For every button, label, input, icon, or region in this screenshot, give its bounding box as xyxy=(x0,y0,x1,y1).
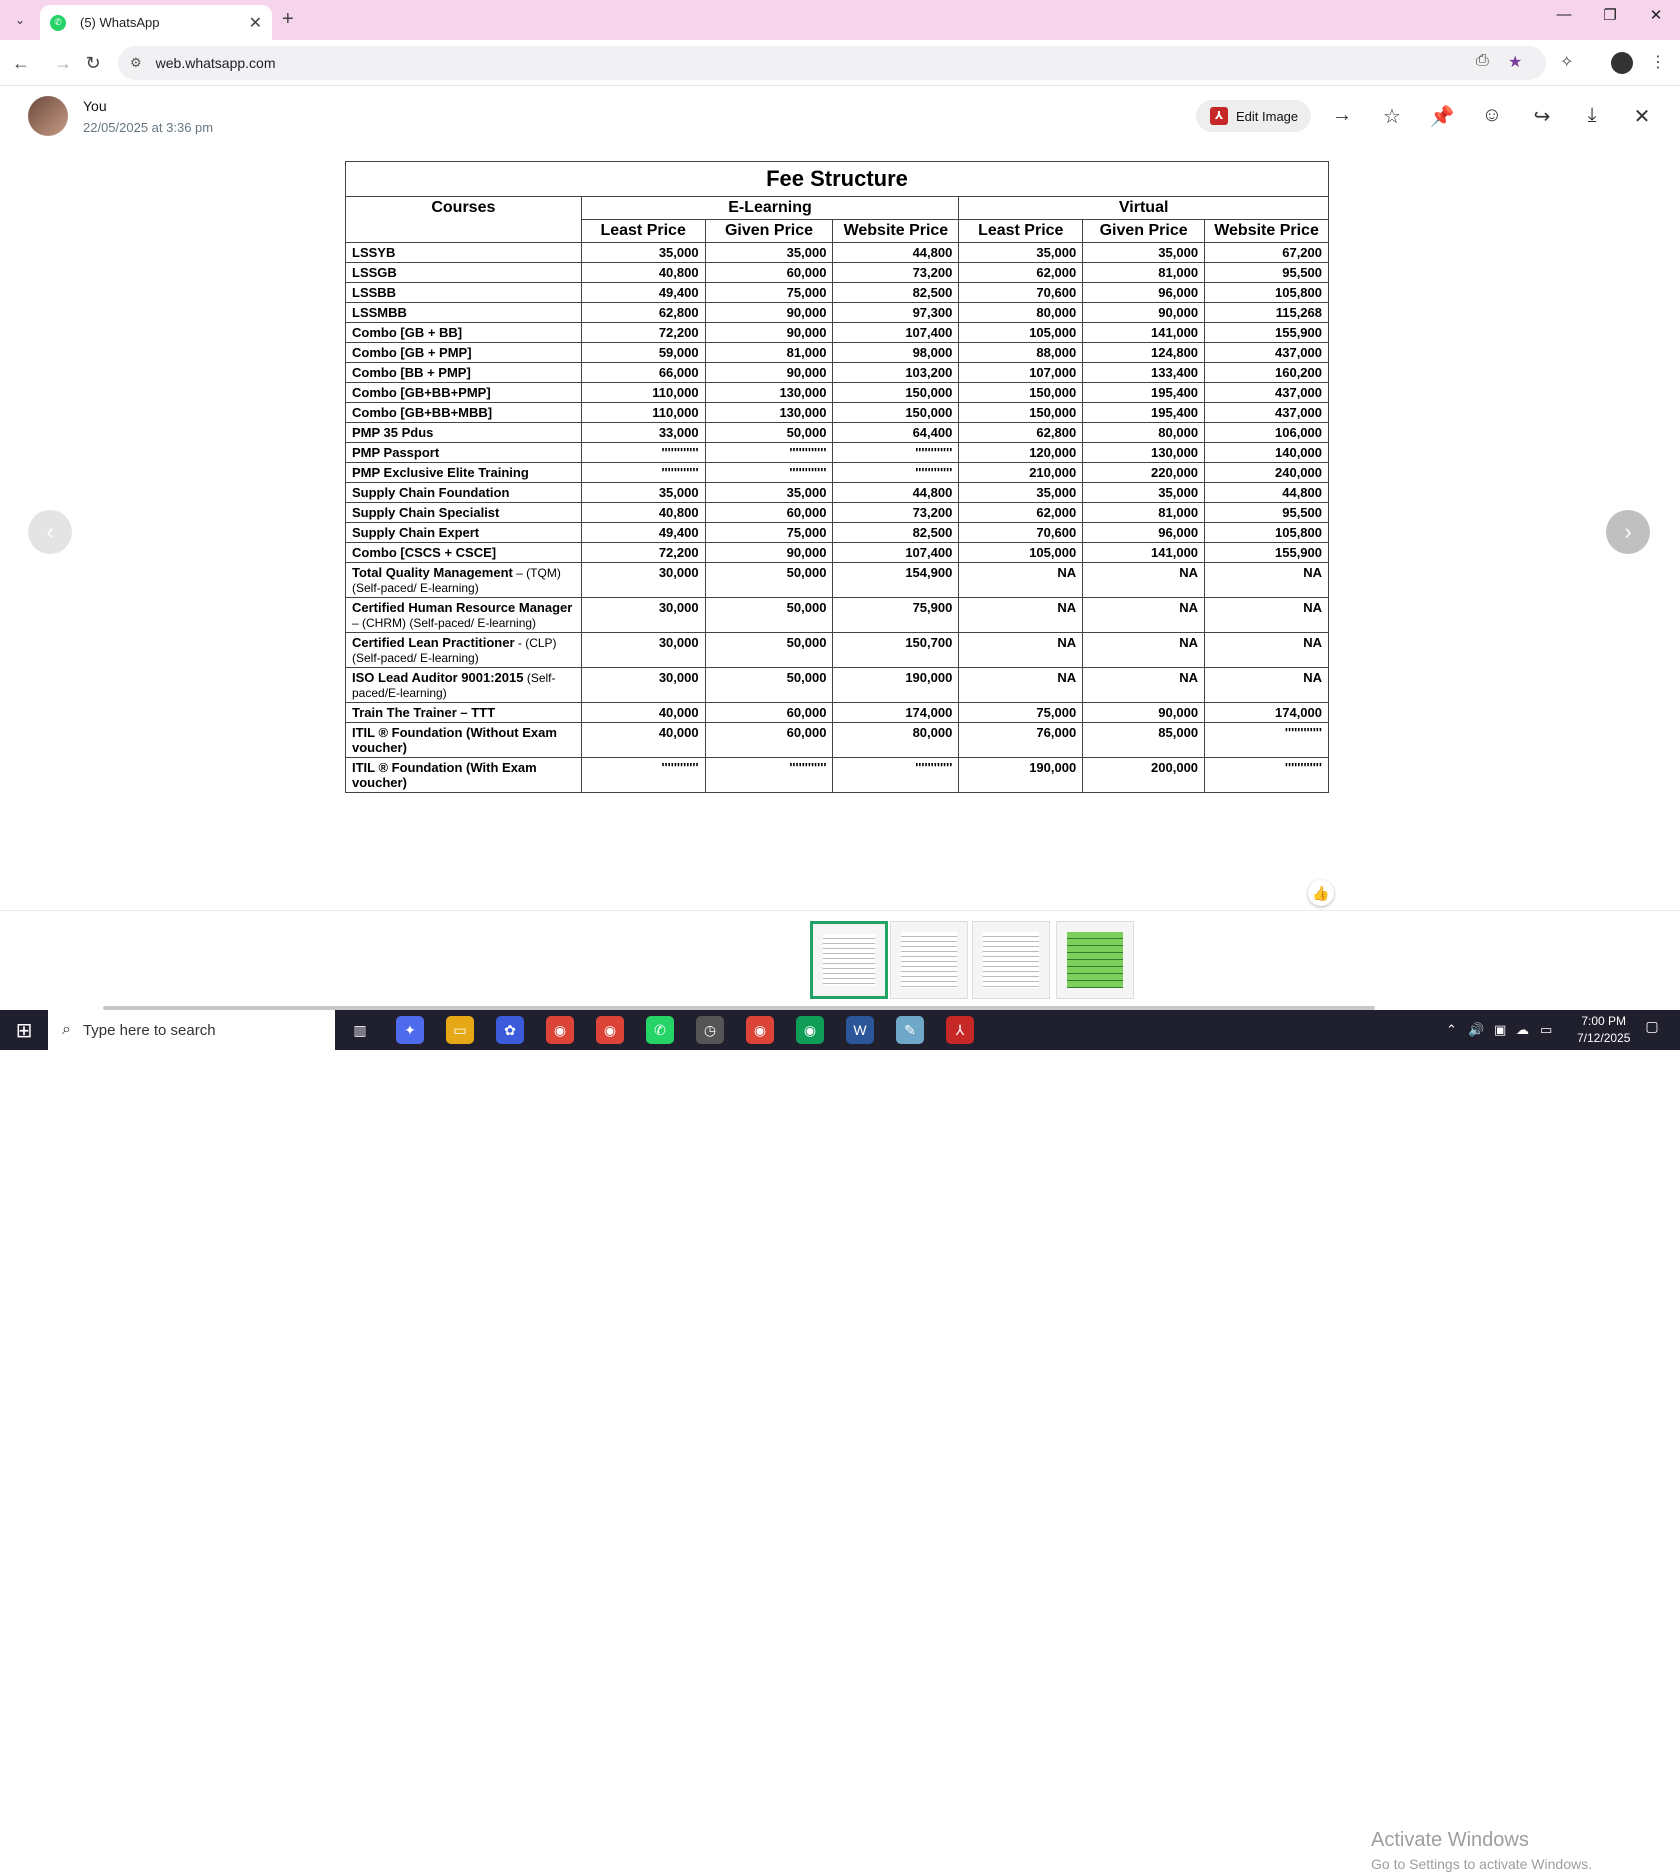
table-row xyxy=(346,633,1329,668)
table-row xyxy=(346,758,1329,793)
price-cell: 82,500 xyxy=(833,523,959,543)
price-cell: 70,600 xyxy=(959,283,1083,303)
search-icon: ⌕ xyxy=(62,1021,71,1038)
table-row xyxy=(346,243,1329,263)
price-cell: 106,000 xyxy=(1205,423,1329,443)
price-cell: 60,000 xyxy=(705,703,833,723)
volume-icon[interactable]: 🔊 xyxy=(1468,1022,1485,1037)
price-cell: 60,000 xyxy=(705,503,833,523)
price-cell: 124,800 xyxy=(1083,343,1205,363)
chrome-icon[interactable]: ◉ xyxy=(546,1016,574,1044)
star-icon[interactable]: ☆ xyxy=(1383,106,1401,128)
price-cell: NA xyxy=(959,633,1083,668)
table-row xyxy=(346,543,1329,563)
price-cell: 60,000 xyxy=(705,723,833,758)
course-cell xyxy=(346,243,582,263)
acrobat-icon: ⅄ xyxy=(1210,107,1228,125)
price-cell: NA xyxy=(959,563,1083,598)
price-cell: 35,000 xyxy=(1083,483,1205,503)
thumbs-up-reaction-icon[interactable]: 👍 xyxy=(1308,880,1334,906)
course-subtitle: – (CHRM) (Self-paced/ E-learning) xyxy=(352,616,537,630)
site-settings-icon[interactable]: ⚙ xyxy=(130,55,142,70)
activate-line2: Go to Settings to activate Windows. xyxy=(1371,1856,1592,1872)
price-cell: 60,000 xyxy=(705,263,833,283)
browser-tabstrip xyxy=(0,0,1680,40)
course-cell xyxy=(346,463,582,483)
price-cell: '''''''''''' xyxy=(1205,723,1329,758)
install-app-icon[interactable]: ⎙ xyxy=(1476,52,1489,69)
activate-line1: Activate Windows xyxy=(1371,1829,1529,1851)
url-text[interactable]: web.whatsapp.com xyxy=(155,55,276,71)
price-cell: 80,000 xyxy=(959,303,1083,323)
course-cell xyxy=(346,633,582,668)
price-cell: 50,000 xyxy=(705,668,833,703)
price-cell: 120,000 xyxy=(959,443,1083,463)
price-cell: 85,000 xyxy=(1083,723,1205,758)
course-name: Certified Human Resource Manager xyxy=(352,600,573,615)
price-cell: NA xyxy=(1083,633,1205,668)
course-cell xyxy=(346,383,582,403)
clock-app-icon[interactable]: ◷ xyxy=(696,1016,724,1044)
price-cell: 174,000 xyxy=(833,703,959,723)
price-cell: '''''''''''' xyxy=(581,758,705,793)
price-cell: 105,800 xyxy=(1205,283,1329,303)
notification-icon[interactable]: ▢ xyxy=(1645,1018,1659,1034)
price-cell: 95,500 xyxy=(1205,263,1329,283)
price-cell: '''''''''''' xyxy=(833,443,959,463)
price-cell: 33,000 xyxy=(581,423,705,443)
price-cell: 150,000 xyxy=(959,383,1083,403)
price-cell: 160,200 xyxy=(1205,363,1329,383)
price-cell: 437,000 xyxy=(1205,343,1329,363)
course-subtitle: – (TQM) (Self-paced/ E-learning) xyxy=(352,566,561,595)
group-elearning: E-Learning xyxy=(581,197,959,220)
price-cell: 62,800 xyxy=(581,303,705,323)
course-name: Supply Chain Foundation xyxy=(352,485,510,500)
whatsapp-icon[interactable]: ✆ xyxy=(646,1016,674,1044)
course-name: LSSBB xyxy=(352,285,397,300)
price-cell: 96,000 xyxy=(1083,523,1205,543)
whatsapp-favicon-icon: ✆ xyxy=(50,15,66,31)
course-cell xyxy=(346,283,582,303)
price-cell: 50,000 xyxy=(705,633,833,668)
price-cell: 107,400 xyxy=(833,543,959,563)
course-name: Combo [GB+BB+MBB] xyxy=(352,405,493,420)
download-icon[interactable]: ⤓ xyxy=(1587,104,1597,126)
col-el-least: Least Price xyxy=(581,220,705,243)
tab-close-icon[interactable]: ✕ xyxy=(248,14,262,32)
price-cell: 76,000 xyxy=(959,723,1083,758)
table-row xyxy=(346,403,1329,423)
table-row xyxy=(346,423,1329,443)
table-row xyxy=(346,303,1329,323)
price-cell: 105,800 xyxy=(1205,523,1329,543)
table-row xyxy=(346,283,1329,303)
chrome-profile-icon[interactable]: ◉ xyxy=(746,1016,774,1044)
col-v-least: Least Price xyxy=(959,220,1083,243)
chrome-active-icon[interactable]: ◉ xyxy=(596,1016,624,1044)
course-name: Combo [GB + PMP] xyxy=(352,345,472,360)
col-courses: Courses xyxy=(346,197,582,243)
table-row xyxy=(346,263,1329,283)
price-cell: 155,900 xyxy=(1205,543,1329,563)
browser-toolbar xyxy=(0,40,1680,86)
course-cell xyxy=(346,263,582,283)
taskbar-search-box[interactable] xyxy=(48,1010,335,1050)
price-cell: 130,000 xyxy=(705,403,833,423)
table-row xyxy=(346,323,1329,343)
file-explorer-icon[interactable]: ▭ xyxy=(446,1016,474,1044)
acrobat-taskbar-icon[interactable]: ⅄ xyxy=(946,1016,974,1044)
price-cell: 62,800 xyxy=(959,423,1083,443)
restore-icon[interactable]: ❐ xyxy=(1603,7,1617,24)
react-emoji-icon[interactable]: ☺ xyxy=(1481,104,1503,126)
windows-start-icon[interactable]: ⊞ xyxy=(15,1019,33,1042)
table-row xyxy=(346,383,1329,403)
task-view-icon[interactable]: ▥ xyxy=(353,1021,367,1038)
forward-icon[interactable]: ↪ xyxy=(1533,106,1551,128)
course-name: Total Quality Management xyxy=(352,565,513,580)
course-name: Train The Trainer – TTT xyxy=(352,705,496,720)
price-cell: 30,000 xyxy=(581,563,705,598)
price-cell: 70,600 xyxy=(959,523,1083,543)
price-cell: NA xyxy=(1205,598,1329,633)
table-row xyxy=(346,598,1329,633)
price-cell: 49,400 xyxy=(581,283,705,303)
price-cell: 40,800 xyxy=(581,503,705,523)
price-cell: 220,000 xyxy=(1083,463,1205,483)
price-cell: 35,000 xyxy=(959,243,1083,263)
forward-arrow-icon[interactable]: → xyxy=(54,52,72,73)
course-cell xyxy=(346,563,582,598)
course-cell xyxy=(346,503,582,523)
network-icon[interactable]: ▭ xyxy=(1540,1022,1553,1037)
price-cell: 35,000 xyxy=(581,243,705,263)
onedrive-icon[interactable]: ☁ xyxy=(1516,1022,1529,1037)
table-row xyxy=(346,443,1329,463)
course-name: LSSGB xyxy=(352,265,397,280)
course-cell xyxy=(346,423,582,443)
col-v-website: Website Price xyxy=(1205,220,1329,243)
sender-avatar[interactable] xyxy=(28,96,68,136)
price-cell: 35,000 xyxy=(1083,243,1205,263)
price-cell: 72,200 xyxy=(581,543,705,563)
price-cell: 75,900 xyxy=(833,598,959,633)
price-cell: '''''''''''' xyxy=(1205,758,1329,793)
tab-whatsapp[interactable] xyxy=(40,5,272,40)
reload-icon[interactable]: ↻ xyxy=(85,52,101,73)
window-close-icon[interactable]: ✕ xyxy=(1649,7,1663,24)
course-subtitle: - (CLP) (Self-paced/ E-learning) xyxy=(352,636,557,665)
windows-taskbar xyxy=(0,1010,1680,1050)
course-cell xyxy=(346,343,582,363)
course-cell xyxy=(346,723,582,758)
price-cell: 50,000 xyxy=(705,598,833,633)
price-cell: 62,000 xyxy=(959,263,1083,283)
tray-chevron-icon[interactable]: ⌃ xyxy=(1446,1022,1457,1037)
price-cell: 81,000 xyxy=(1083,503,1205,523)
course-name: PMP Exclusive Elite Training xyxy=(352,465,529,480)
course-name: PMP Passport xyxy=(352,445,440,460)
course-name: ITIL ® Foundation (With Exam voucher) xyxy=(352,760,537,790)
course-name: ITIL ® Foundation (Without Exam voucher) xyxy=(352,725,557,755)
activate-windows-watermark xyxy=(1371,1829,1592,1872)
price-cell: 30,000 xyxy=(581,598,705,633)
price-cell: 81,000 xyxy=(705,343,833,363)
price-cell: 96,000 xyxy=(1083,283,1205,303)
course-cell xyxy=(346,323,582,343)
price-cell: 75,000 xyxy=(959,703,1083,723)
thumbnail-1[interactable] xyxy=(810,921,888,999)
browser-menu-icon[interactable]: ⋮ xyxy=(1650,54,1666,71)
fee-table xyxy=(345,161,1329,793)
previous-media-button[interactable]: ‹ xyxy=(28,510,72,554)
col-el-website: Website Price xyxy=(833,220,959,243)
fee-structure-image xyxy=(345,161,1329,885)
clock-time: 7:00 PM xyxy=(1581,1014,1627,1028)
thumbnail-2[interactable] xyxy=(890,921,968,999)
word-icon[interactable]: W xyxy=(846,1016,874,1044)
price-cell: 90,000 xyxy=(705,303,833,323)
price-cell: NA xyxy=(959,668,1083,703)
price-cell: 40,000 xyxy=(581,723,705,758)
price-cell: 210,000 xyxy=(959,463,1083,483)
price-cell: 50,000 xyxy=(705,423,833,443)
price-cell: '''''''''''' xyxy=(833,758,959,793)
price-cell: 44,800 xyxy=(833,483,959,503)
price-cell: '''''''''''' xyxy=(705,463,833,483)
price-cell: 150,700 xyxy=(833,633,959,668)
table-row xyxy=(346,463,1329,483)
price-cell: 97,300 xyxy=(833,303,959,323)
sender-timestamp: 22/05/2025 at 3:36 pm xyxy=(83,120,214,135)
price-cell: 35,000 xyxy=(705,483,833,503)
price-cell: 200,000 xyxy=(1083,758,1205,793)
price-cell: 90,000 xyxy=(705,363,833,383)
price-cell: 90,000 xyxy=(705,323,833,343)
go-to-message-icon[interactable]: → xyxy=(1332,104,1352,126)
price-cell: 66,000 xyxy=(581,363,705,383)
meet-icon[interactable]: ▣ xyxy=(1494,1022,1507,1037)
taskbar-clock[interactable] xyxy=(1577,1013,1630,1047)
price-cell: NA xyxy=(1205,633,1329,668)
price-cell: 115,268 xyxy=(1205,303,1329,323)
price-cell: 107,400 xyxy=(833,323,959,343)
course-name: PMP 35 Pdus xyxy=(352,425,434,440)
table-row xyxy=(346,503,1329,523)
price-cell: NA xyxy=(1205,563,1329,598)
price-cell: 103,200 xyxy=(833,363,959,383)
price-cell: 40,000 xyxy=(581,703,705,723)
sender-name: You xyxy=(83,98,107,114)
close-viewer-icon[interactable]: ✕ xyxy=(1633,106,1651,128)
course-cell xyxy=(346,703,582,723)
price-cell: 141,000 xyxy=(1083,323,1205,343)
table-row xyxy=(346,668,1329,703)
address-bar[interactable] xyxy=(118,46,1546,80)
price-cell: NA xyxy=(1083,598,1205,633)
price-cell: 105,000 xyxy=(959,323,1083,343)
thumbnail-4[interactable] xyxy=(1056,921,1134,999)
price-cell: 141,000 xyxy=(1083,543,1205,563)
price-cell: 437,000 xyxy=(1205,403,1329,423)
back-arrow-icon[interactable]: ← xyxy=(12,52,30,73)
price-cell: 75,000 xyxy=(705,283,833,303)
price-cell: 40,800 xyxy=(581,263,705,283)
course-name: Combo [BB + PMP] xyxy=(352,365,471,380)
course-name: Supply Chain Expert xyxy=(352,525,480,540)
price-cell: 150,000 xyxy=(833,403,959,423)
group-virtual: Virtual xyxy=(959,197,1329,220)
course-subtitle: (Self-paced/E-learning) xyxy=(352,671,556,700)
price-cell: 35,000 xyxy=(581,483,705,503)
clock-date: 7/12/2025 xyxy=(1577,1031,1631,1045)
course-cell xyxy=(346,303,582,323)
course-name: Supply Chain Specialist xyxy=(352,505,500,520)
price-cell: 72,200 xyxy=(581,323,705,343)
price-cell: '''''''''''' xyxy=(705,443,833,463)
table-row xyxy=(346,523,1329,543)
price-cell: 150,000 xyxy=(959,403,1083,423)
price-cell: 155,900 xyxy=(1205,323,1329,343)
price-cell: 75,000 xyxy=(705,523,833,543)
notepad-icon[interactable]: ✎ xyxy=(896,1016,924,1044)
price-cell: 81,000 xyxy=(1083,263,1205,283)
table-row xyxy=(346,343,1329,363)
extensions-puzzle-icon[interactable]: ✧ xyxy=(1560,54,1574,71)
media-viewer-header xyxy=(0,86,1680,152)
app-icon[interactable]: ✿ xyxy=(496,1016,524,1044)
price-cell: 90,000 xyxy=(1083,303,1205,323)
price-cell: 195,400 xyxy=(1083,383,1205,403)
tab-search-chevron-icon[interactable]: ⌄ xyxy=(14,13,26,27)
price-cell: 130,000 xyxy=(705,383,833,403)
col-el-given: Given Price xyxy=(705,220,833,243)
taskbar-search-placeholder: Type here to search xyxy=(82,1021,216,1039)
minimize-icon[interactable]: — xyxy=(1556,6,1572,23)
price-cell: 190,000 xyxy=(959,758,1083,793)
price-cell: 130,000 xyxy=(1083,443,1205,463)
price-cell: NA xyxy=(959,598,1083,633)
price-cell: 80,000 xyxy=(833,723,959,758)
price-cell: 110,000 xyxy=(581,403,705,423)
course-cell xyxy=(346,758,582,793)
course-name: Combo [CSCS + CSCE] xyxy=(352,545,497,560)
price-cell: 174,000 xyxy=(1205,703,1329,723)
price-cell: 98,000 xyxy=(833,343,959,363)
price-cell: 59,000 xyxy=(581,343,705,363)
price-cell: 44,800 xyxy=(833,243,959,263)
price-cell: '''''''''''' xyxy=(705,758,833,793)
table-title: Fee Structure xyxy=(346,162,1329,197)
course-name: Combo [GB+BB+PMP] xyxy=(352,385,491,400)
copilot-icon[interactable]: ✦ xyxy=(396,1016,424,1044)
price-cell: 105,000 xyxy=(959,543,1083,563)
course-cell xyxy=(346,543,582,563)
course-cell xyxy=(346,598,582,633)
table-row xyxy=(346,703,1329,723)
col-v-given: Given Price xyxy=(1083,220,1205,243)
price-cell: 50,000 xyxy=(705,563,833,598)
price-cell: NA xyxy=(1083,668,1205,703)
price-cell: 44,800 xyxy=(1205,483,1329,503)
price-cell: 30,000 xyxy=(581,633,705,668)
price-cell: 90,000 xyxy=(1083,703,1205,723)
price-cell: 73,200 xyxy=(833,263,959,283)
price-cell: 240,000 xyxy=(1205,463,1329,483)
chrome-profile2-icon[interactable]: ◉ xyxy=(796,1016,824,1044)
table-row xyxy=(346,563,1329,598)
price-cell: 64,400 xyxy=(833,423,959,443)
course-cell xyxy=(346,523,582,543)
price-cell: 140,000 xyxy=(1205,443,1329,463)
price-cell: 49,400 xyxy=(581,523,705,543)
price-cell: 195,400 xyxy=(1083,403,1205,423)
course-cell xyxy=(346,403,582,423)
price-cell: NA xyxy=(1205,668,1329,703)
course-cell xyxy=(346,483,582,503)
price-cell: 62,000 xyxy=(959,503,1083,523)
price-cell: 110,000 xyxy=(581,383,705,403)
price-cell: '''''''''''' xyxy=(833,463,959,483)
price-cell: 88,000 xyxy=(959,343,1083,363)
price-cell: 95,500 xyxy=(1205,503,1329,523)
table-row xyxy=(346,363,1329,383)
price-cell: '''''''''''' xyxy=(581,463,705,483)
next-media-button[interactable]: › xyxy=(1606,510,1650,554)
price-cell: 150,000 xyxy=(833,383,959,403)
course-cell xyxy=(346,668,582,703)
profile-avatar[interactable] xyxy=(1611,52,1633,74)
price-cell: 107,000 xyxy=(959,363,1083,383)
edit-image-label: Edit Image xyxy=(1236,108,1299,124)
course-name: Combo [GB + BB] xyxy=(352,325,463,340)
pin-icon[interactable]: 📌 xyxy=(1429,106,1455,128)
price-cell: 190,000 xyxy=(833,668,959,703)
course-name: ISO Lead Auditor 9001:2015 xyxy=(352,670,524,685)
table-row xyxy=(346,723,1329,758)
course-cell xyxy=(346,443,582,463)
bookmark-star-icon[interactable]: ★ xyxy=(1508,54,1523,71)
course-name: LSSMBB xyxy=(352,305,407,320)
new-tab-button[interactable]: + xyxy=(282,8,294,30)
course-name: Certified Lean Practitioner xyxy=(352,635,515,650)
price-cell: 133,400 xyxy=(1083,363,1205,383)
price-cell: 30,000 xyxy=(581,668,705,703)
price-cell: 35,000 xyxy=(959,483,1083,503)
price-cell: 82,500 xyxy=(833,283,959,303)
price-cell: 437,000 xyxy=(1205,383,1329,403)
price-cell: 67,200 xyxy=(1205,243,1329,263)
price-cell: NA xyxy=(1083,563,1205,598)
thumbnail-3[interactable] xyxy=(972,921,1050,999)
price-cell: 80,000 xyxy=(1083,423,1205,443)
price-cell: '''''''''''' xyxy=(581,443,705,463)
price-cell: 154,900 xyxy=(833,563,959,598)
tab-title: (5) WhatsApp xyxy=(80,15,160,30)
course-cell xyxy=(346,363,582,383)
price-cell: 90,000 xyxy=(705,543,833,563)
price-cell: 35,000 xyxy=(705,243,833,263)
edit-image-button[interactable] xyxy=(1196,100,1311,132)
course-name: LSSYB xyxy=(352,245,396,260)
price-cell: 73,200 xyxy=(833,503,959,523)
table-row xyxy=(346,483,1329,503)
